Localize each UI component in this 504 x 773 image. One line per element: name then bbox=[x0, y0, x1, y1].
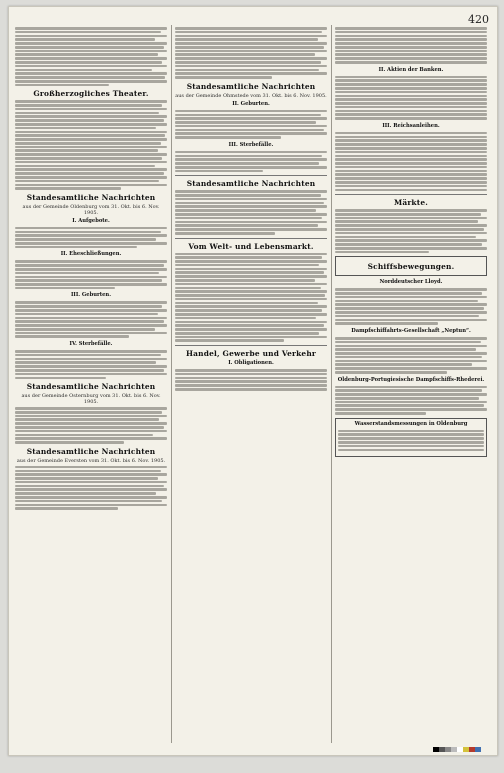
section-title: I. Aufgebote. bbox=[72, 217, 110, 224]
civil-registry-subheading: aus der Gemeinde Osternburg vom 31. Okt. bis 6. Nov. 1905. bbox=[21, 393, 161, 406]
section-title: III. Sterbefälle. bbox=[228, 141, 274, 148]
column-2 bbox=[175, 25, 327, 743]
section-title: II. Aktien der Banken. bbox=[378, 66, 444, 73]
text-block bbox=[15, 350, 167, 379]
text-block bbox=[335, 209, 487, 253]
text-block bbox=[335, 386, 487, 415]
section-title: III. Reichsanleihen. bbox=[382, 122, 440, 129]
section-title: Norddeutscher Lloyd. bbox=[379, 279, 443, 286]
text-block bbox=[15, 100, 167, 190]
civil-registry-heading: Standesamtliche Nachrichten bbox=[26, 446, 156, 456]
text-block bbox=[175, 190, 327, 234]
market-heading: Vom Welt- und Lebensmarkt. bbox=[188, 241, 314, 251]
divider bbox=[175, 238, 327, 239]
section-title: III. Geburten. bbox=[70, 292, 112, 299]
civil-registry-heading: Standesamtliche Nachrichten bbox=[26, 192, 156, 202]
text-block bbox=[15, 260, 167, 289]
column-rule bbox=[331, 25, 332, 743]
section-title: IV. Sterbefälle. bbox=[69, 341, 113, 348]
text-block bbox=[15, 227, 167, 249]
column-3 bbox=[335, 25, 487, 743]
column-1 bbox=[15, 25, 167, 743]
text-block bbox=[15, 301, 167, 338]
text-block bbox=[335, 288, 487, 325]
civil-registry-subheading: aus der Gemeinde Ohmstede vom 31. Okt. bis 6. Nov. 1905. bbox=[175, 92, 327, 99]
section-title: I. Obligationen. bbox=[228, 360, 274, 367]
civil-registry-heading: Standesamtliche Nachrichten bbox=[186, 81, 316, 91]
color-calibration-strip bbox=[433, 747, 481, 752]
text-block bbox=[15, 466, 167, 510]
text-block bbox=[175, 110, 327, 139]
price-list bbox=[175, 369, 327, 391]
column-rule bbox=[171, 25, 172, 743]
swatch bbox=[475, 747, 481, 752]
divider bbox=[175, 175, 327, 176]
text-block bbox=[15, 27, 167, 86]
text-block bbox=[15, 407, 167, 444]
shipping-heading: Schiffsbewegungen. bbox=[367, 262, 455, 272]
divider bbox=[175, 345, 327, 346]
trade-heading: Handel, Gewerbe und Verkehr bbox=[185, 349, 316, 359]
section-title: Dampfschiffahrts-Gesellschaft „Neptun“. bbox=[351, 327, 471, 334]
text-block bbox=[175, 27, 327, 79]
civil-registry-heading: Standesamtliche Nachrichten bbox=[186, 179, 316, 189]
page-number: 420 bbox=[468, 13, 489, 26]
text-block bbox=[335, 337, 487, 374]
section-title: II. Eheschließungen. bbox=[60, 251, 122, 258]
price-list bbox=[335, 27, 487, 64]
markets-heading: Märkte. bbox=[393, 198, 429, 208]
civil-registry-heading: Standesamtliche Nachrichten bbox=[26, 382, 156, 392]
section-title: II. Geburten. bbox=[232, 100, 270, 107]
civil-registry-subheading: aus der Gemeinde Eversten vom 31. Okt. bis 6. Nov. 1905. bbox=[16, 457, 166, 464]
text-block bbox=[175, 151, 327, 173]
table-rows bbox=[338, 430, 484, 452]
price-list bbox=[335, 76, 487, 120]
water-level-table bbox=[335, 418, 487, 458]
civil-registry-subheading: aus der Gemeinde Oldenburg vom 31. Okt. bis 6. Nov. 1905. bbox=[22, 203, 160, 216]
newspaper-page bbox=[8, 6, 498, 756]
table-title: Wasserstandsmessungen in Oldenburg bbox=[354, 420, 468, 427]
section-title: Oldenburg-Portugiesische Dampfschiffs-Rhederei. bbox=[337, 376, 485, 383]
divider bbox=[335, 194, 487, 195]
theater-heading: Großherzogliches Theater. bbox=[33, 89, 149, 99]
text-block bbox=[175, 253, 327, 343]
shipping-box bbox=[335, 256, 487, 276]
price-list bbox=[335, 132, 487, 191]
